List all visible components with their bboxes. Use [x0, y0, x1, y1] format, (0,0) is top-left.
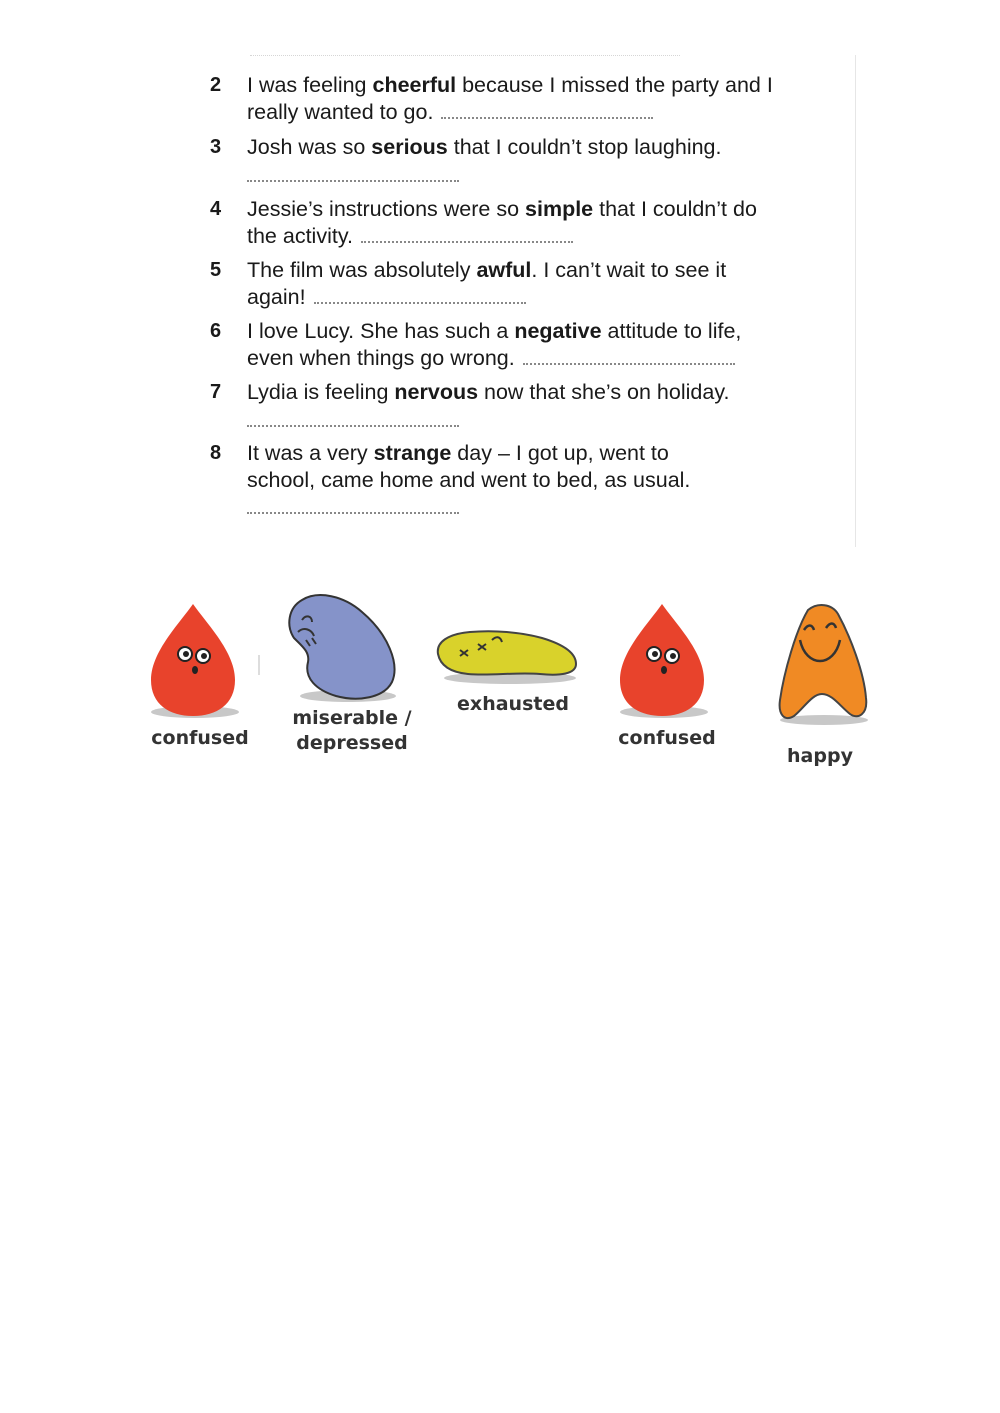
confused-blob-icon	[143, 600, 243, 722]
item-text-after: now that she’s on holiday.	[478, 380, 730, 404]
item-text-before: It was a very	[247, 441, 374, 465]
answer-blank[interactable]	[523, 361, 735, 365]
item-number: 8	[210, 442, 222, 464]
item-text-line2: the activity.	[247, 224, 353, 248]
item-text	[247, 440, 827, 494]
answer-blank[interactable]	[247, 423, 459, 427]
item-text-before: The film was absolutely	[247, 258, 477, 282]
blob-body	[438, 631, 576, 674]
item-number: 3	[210, 136, 222, 158]
emotion-label: confused	[618, 727, 716, 749]
blob-body	[289, 595, 394, 699]
item-keyword: negative	[514, 319, 602, 343]
divider	[258, 655, 260, 675]
item-text-before: Lydia is feeling	[247, 380, 395, 404]
item-text-line2: really wanted to go.	[247, 100, 434, 124]
item-text-before: I love Lucy. She has such a	[247, 319, 515, 343]
item-text	[247, 134, 827, 161]
item-text	[247, 196, 827, 250]
answer-blank[interactable]	[441, 115, 653, 119]
item-number: 5	[210, 259, 222, 281]
item-keyword: cheerful	[372, 73, 457, 97]
item-keyword: awful	[476, 258, 532, 282]
item-text-after: that I couldn’t stop laughing.	[447, 135, 722, 159]
answer-blank[interactable]	[314, 300, 526, 304]
item-text-line2: again!	[247, 285, 306, 309]
item-text-before: Josh was so	[247, 135, 372, 159]
happy-blob-icon	[774, 602, 872, 728]
item-number: 7	[210, 381, 222, 403]
item-text	[247, 318, 827, 372]
item-text-after: attitude to life,	[601, 319, 742, 343]
item-text-line2: school, came home and went to bed, as usual.	[247, 468, 691, 492]
answer-blank[interactable]	[361, 239, 573, 243]
item-text-after: because I missed the party and I	[456, 73, 773, 97]
emotion-label-line2: depressed	[296, 732, 408, 754]
item-keyword: serious	[371, 135, 448, 159]
item-number: 6	[210, 320, 222, 342]
answer-blank[interactable]	[247, 178, 459, 182]
item-keyword: simple	[525, 197, 594, 221]
blob-body	[620, 604, 704, 716]
confused-blob-icon	[612, 600, 712, 722]
blob-body	[151, 604, 235, 716]
emotion-label-multiline	[292, 706, 412, 756]
item-keyword: nervous	[394, 380, 479, 404]
emotion-label-line1: miserable /	[292, 707, 412, 729]
item-keyword: strange	[373, 441, 452, 465]
exhausted-blob-icon	[430, 624, 582, 686]
item-text-after: day – I got up, went to	[451, 441, 669, 465]
item-text-after: that I couldn’t do	[593, 197, 757, 221]
emotion-label: happy	[787, 745, 853, 767]
item-text-line2: even when things go wrong.	[247, 346, 515, 370]
item-number: 2	[210, 74, 222, 96]
item-text-before: I was feeling	[247, 73, 373, 97]
item-text-after: . I can’t wait to see it	[531, 258, 727, 282]
item-text-before: Jessie’s instructions were so	[247, 197, 526, 221]
item-text	[247, 257, 827, 311]
item-text	[247, 72, 827, 126]
item-text	[247, 379, 827, 406]
item-number: 4	[210, 198, 222, 220]
answer-blank[interactable]	[247, 510, 459, 514]
cropped-line-remnant	[250, 55, 680, 64]
emotion-label: exhausted	[457, 693, 569, 715]
miserable-blob-icon	[284, 592, 404, 704]
emotion-label: confused	[151, 727, 249, 749]
